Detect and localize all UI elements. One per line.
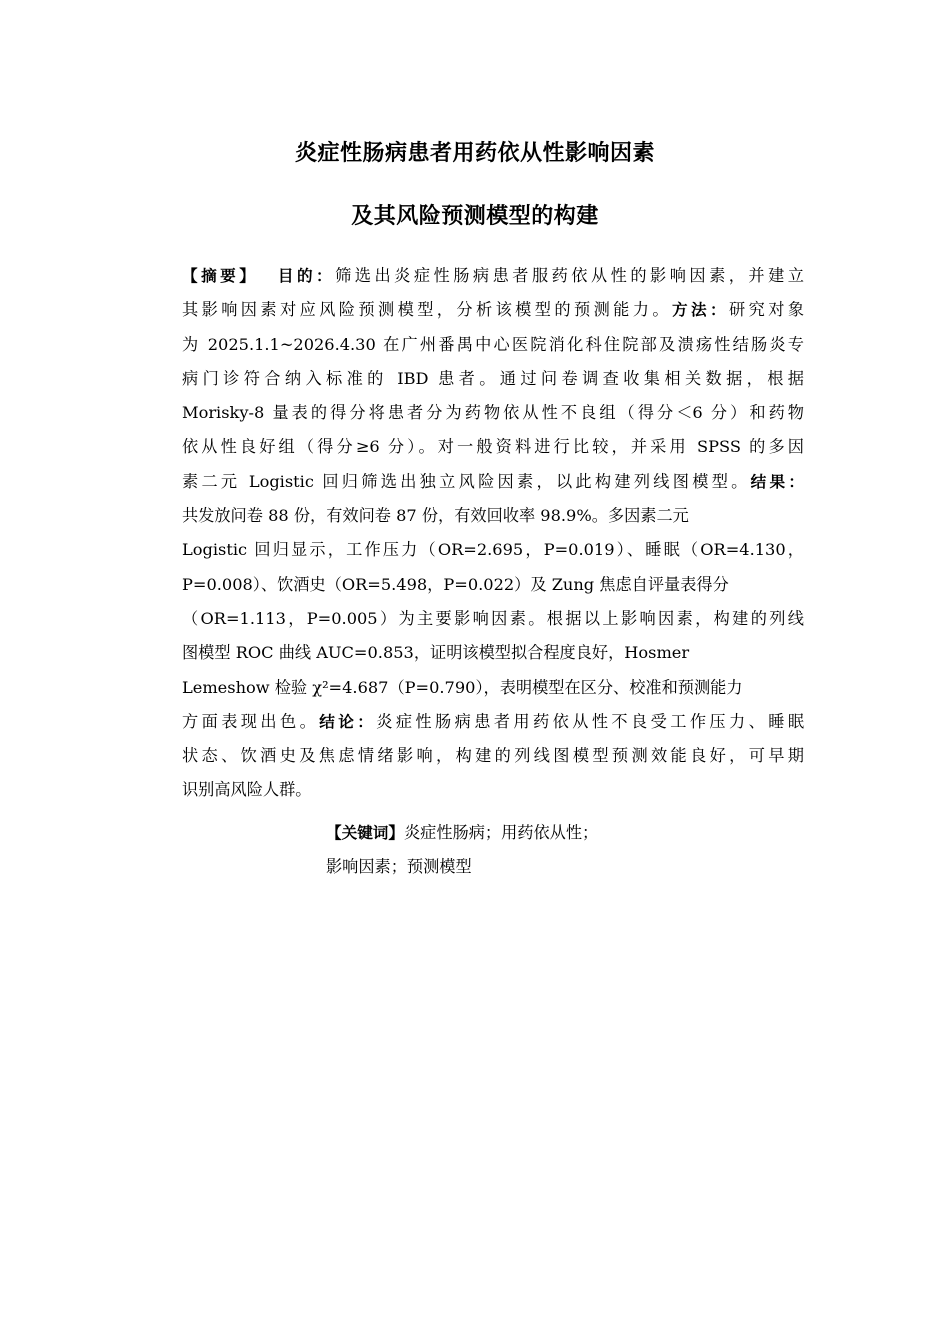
abstract-line-4: 病门诊符合纳入标准的 IBD 患者。通过问卷调查收集相关数据，根据 [182,368,804,388]
keywords-text: 炎症性肠病；用药依从性； [403,823,599,842]
paper-title-line-1: 炎症性肠病患者用药依从性影响因素 [294,141,655,166]
abstract-block [182,259,804,808]
results-label: 结果： [750,472,804,491]
abstract-line-13: Lemeshow 检验 χ²=4.687（P=0.790），表明模型在区分、校准和预测能力 [182,677,743,697]
paper-title-line-2: 及其风险预测模型的构建 [351,204,599,229]
abstract-line-12: 图模型 ROC 曲线 AUC=0.853，证明该模型拟合程度良好，Hosmer [182,643,690,663]
abstract-line-1 [182,259,804,293]
abstract-line-11: （OR=1.113，P=0.005）为主要影响因素。根据以上影响因素，构建的列线 [182,608,804,628]
abstract-line-3: 为 2025.1.1~2026.4.30 在广州番禺中心医院消化科住院部及溃疡性结肠炎专 [182,334,804,354]
abstract-text: 研究对象 [729,300,804,320]
abstract-label: 【摘要】 [182,267,259,285]
abstract-line-10: P=0.008）、饮酒史（OR=5.498，P=0.022）及 Zung 焦虑自评量表得分 [182,574,729,594]
abstract-text: 方面表现出色。 [182,711,320,731]
keywords-label: 【关键词】 [326,824,404,842]
abstract-line-16: 识别高风险人群。 [182,780,312,800]
abstract-line-6: 依从性良好组（得分≥6 分）。对一般资料进行比较，并采用 SPSS 的多因 [182,437,804,457]
abstract-line-15: 状态、饮酒史及焦虑情绪影响，构建的列线图模型预测效能良好，可早期 [182,746,804,766]
keywords-line-2: 影响因素；预测模型 [326,857,472,877]
abstract-line-14 [182,705,804,739]
keywords-block [326,816,598,885]
abstract-text: 其影响因素对应风险预测模型，分析该模型的预测能力。 [182,300,672,320]
objective-label: 目的： [274,267,336,285]
abstract-line-8: 共发放问卷 88 份，有效问卷 87 份，有效回收率 98.9%。多因素二元 [182,506,689,526]
conclusion-label: 结论： [319,712,377,731]
abstract-line-5: Morisky-8 量表的得分将患者分为药物依从性不良组（得分＜6 分）和药物 [182,403,804,423]
abstract-text: 筛选出炎症性肠病患者服药依从性的影响因素，并建立 [335,266,804,285]
abstract-line-2 [182,293,804,327]
keywords-line-1 [326,816,598,850]
abstract-line-9: Logistic 回归显示，工作压力（OR=2.695，P=0.019）、睡眠（OR=4.130， [182,540,804,560]
methods-label: 方法： [671,301,730,320]
abstract-line-7 [182,465,804,499]
abstract-text: 素二元 Logistic 回归筛选出独立风险因素，以此构建列线图模型。 [182,471,751,491]
abstract-text: 炎症性肠病患者用药依从性不良受工作压力、睡眠 [376,711,804,731]
